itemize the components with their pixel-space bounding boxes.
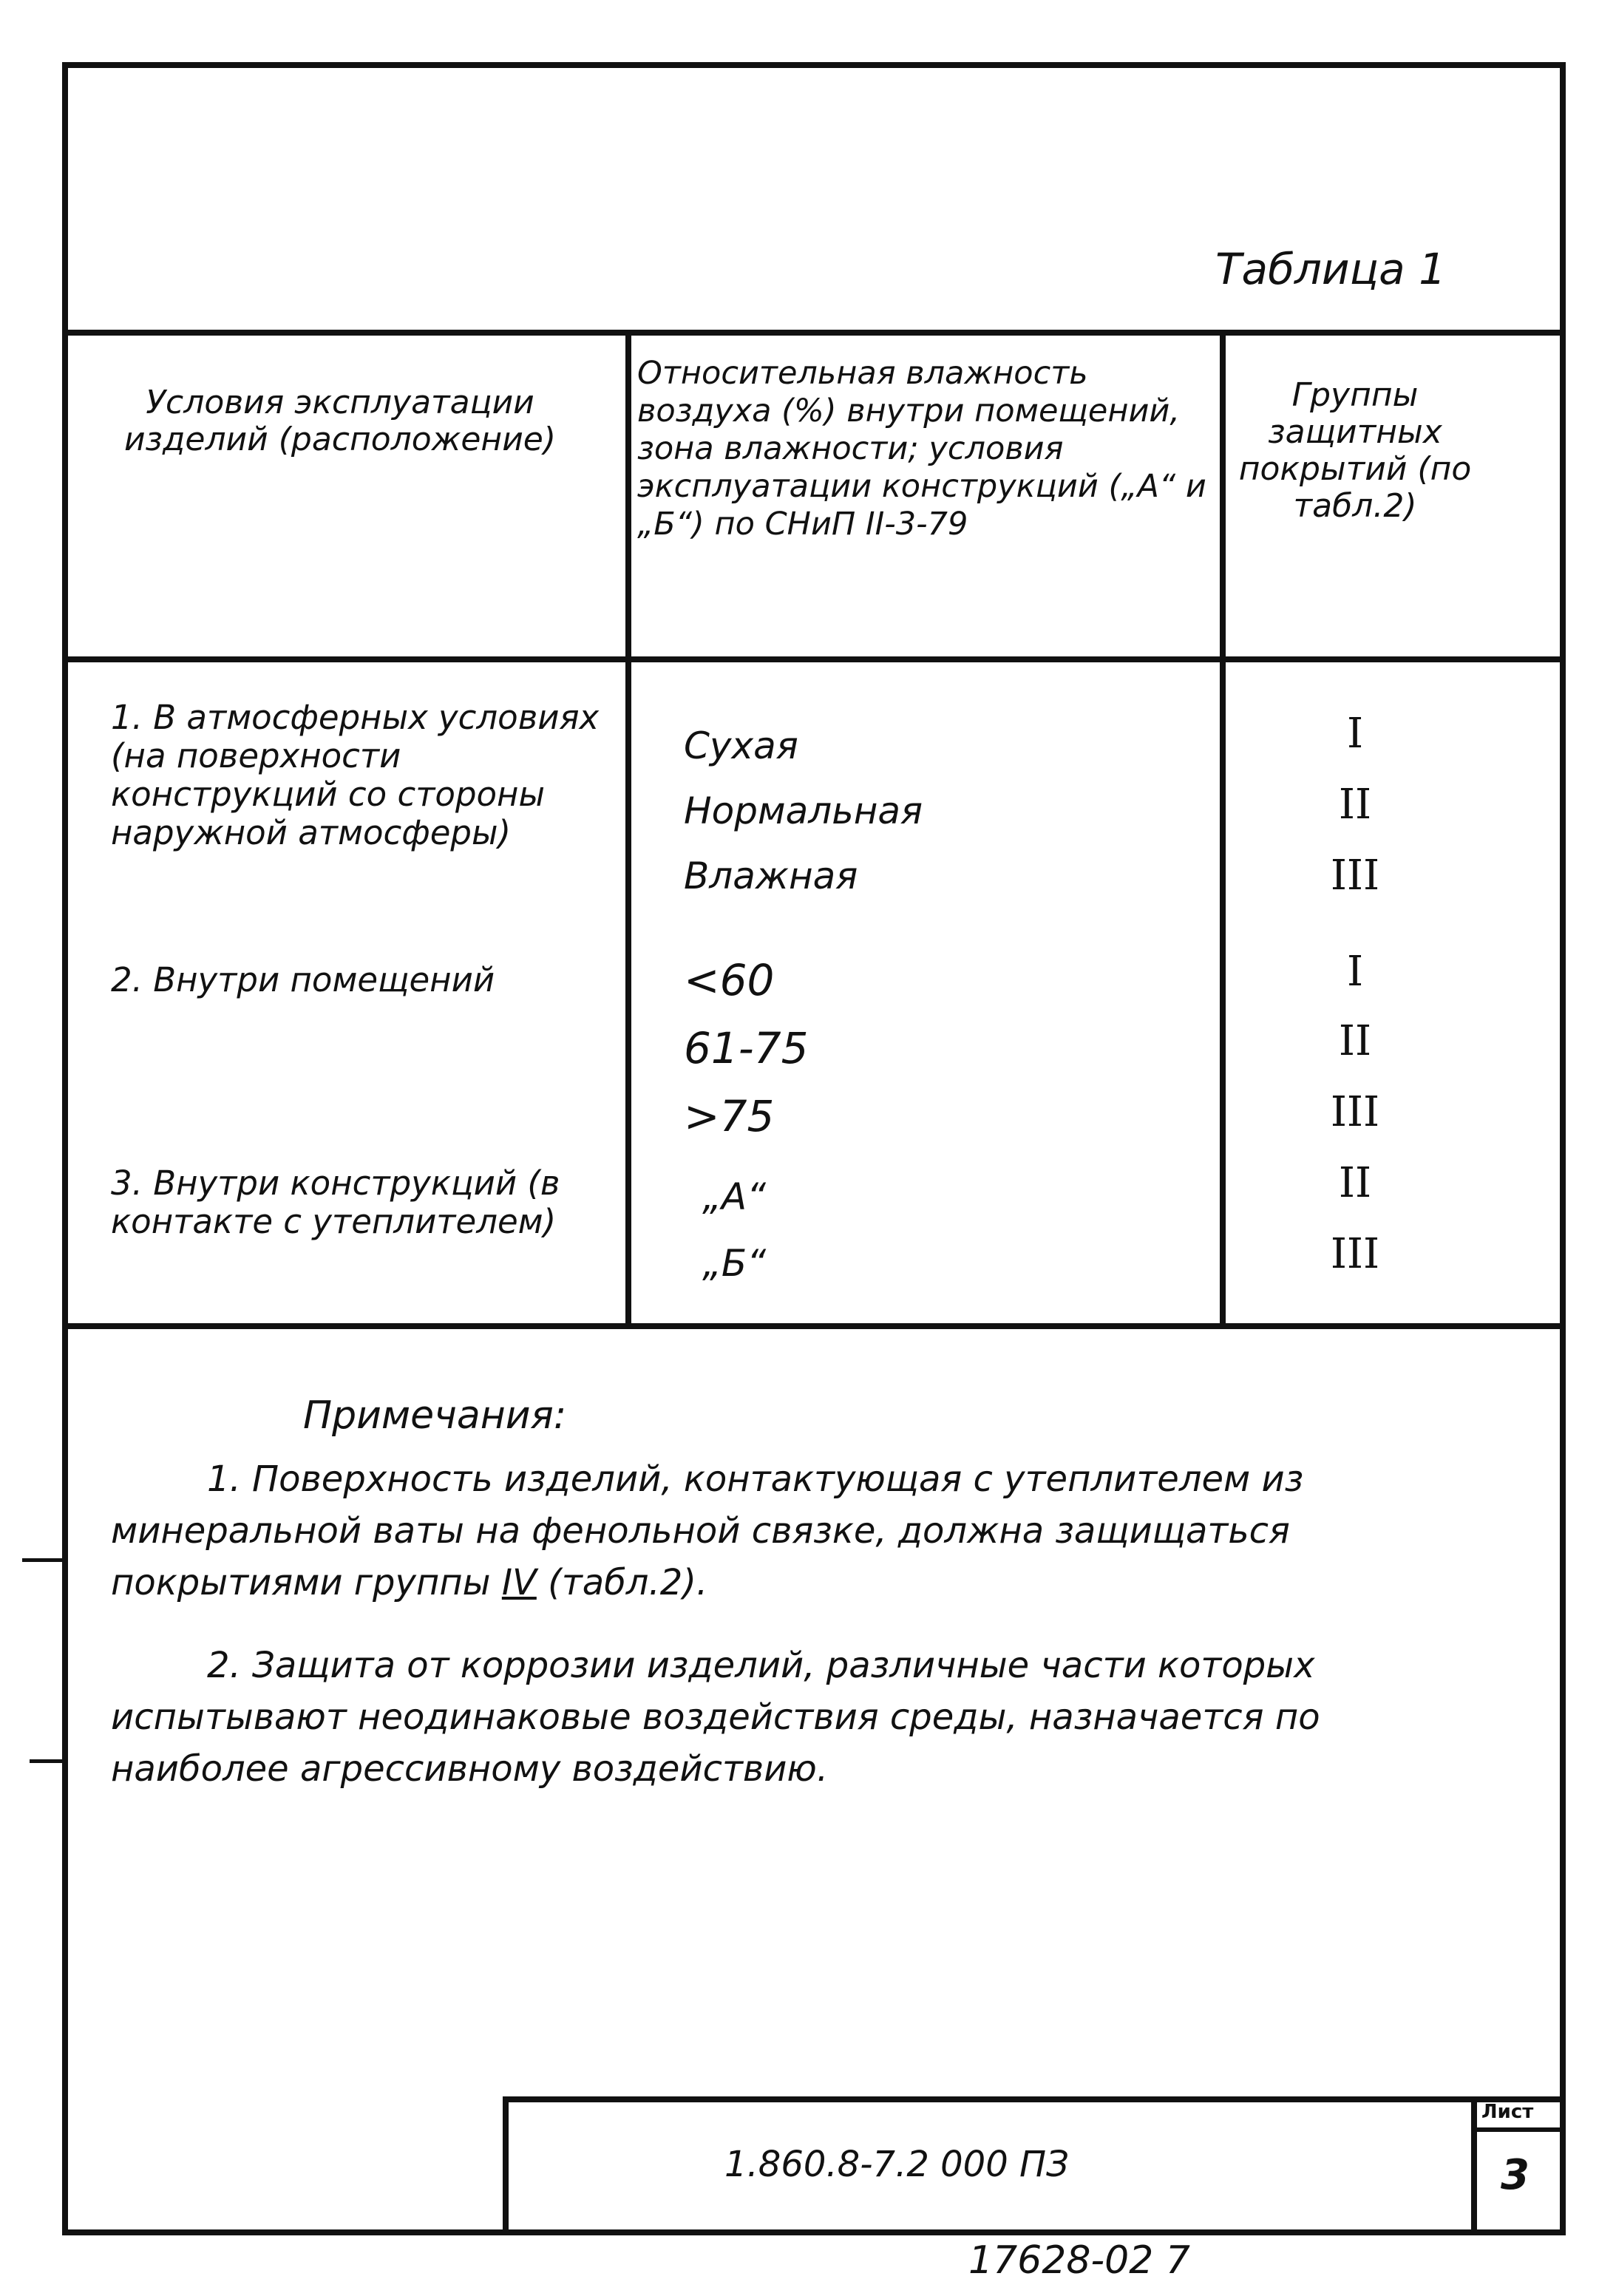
row-3-value-1: „А“ — [702, 1175, 767, 1218]
document-code: 1.860.8-7.2 000 ПЗ — [724, 2144, 1069, 2185]
table-bottom-border — [62, 1323, 1566, 1329]
margin-tick — [30, 1759, 62, 1763]
note-1-group: IV — [501, 1562, 537, 1603]
header-conditions: Условия эксплуатации изделий (расположение) — [123, 384, 557, 458]
row-1-value-1: Сухая — [684, 724, 798, 767]
sheet-label: Лист — [1481, 2101, 1534, 2123]
row-3-condition: 3. Внутри конструкций (в контакте с утеплителем) — [111, 1164, 560, 1241]
row-2-group-3: III — [1330, 1088, 1380, 1136]
row-2-condition: 2. Внутри помещений — [111, 960, 495, 999]
header-humidity: Относительная влажность воздуха (%) внутри помещений, зона влажности; условия эксплуатации конструкций („А“ и „Б“) по СНиП II-3-79 — [637, 355, 1206, 543]
row-3-value-2: „Б“ — [702, 1242, 767, 1285]
note-1 — [111, 1453, 1501, 1609]
row-1-group-2: II — [1338, 781, 1372, 829]
row-1-value-2: Нормальная — [684, 789, 923, 832]
row-2-value-3: >75 — [684, 1091, 775, 1141]
row-1-condition: 1. В атмосферных условиях (на поверхности конструкций со стороны наружной атмосферы) — [111, 698, 600, 852]
row-2-value-1: <60 — [684, 955, 775, 1005]
notes-title: Примечания: — [303, 1393, 567, 1438]
row-3-group-2: III — [1330, 1230, 1380, 1278]
header-groups: Группы защитных покрытий (по табл.2) — [1238, 376, 1472, 525]
row-1-group-3: III — [1330, 852, 1380, 900]
note-1-suffix: (табл.2). — [536, 1562, 708, 1603]
table-top-border — [62, 330, 1566, 336]
row-2-value-2: 61-75 — [684, 1023, 809, 1073]
row-2-group-1: I — [1346, 948, 1364, 996]
table-header-border — [62, 656, 1566, 662]
margin-tick — [22, 1558, 62, 1562]
note-1-text: 1. Поверхность изделий, контактующая с утеплителем из минеральной ваты на фенольной связке, должна защищаться покрытиями группы — [111, 1458, 1304, 1603]
row-1-value-3: Влажная — [684, 855, 858, 897]
table-title: Таблица 1 — [1215, 244, 1446, 294]
sheet-divider — [1471, 2127, 1566, 2132]
row-2-group-2: II — [1338, 1017, 1372, 1065]
archive-number: 17628-02 7 — [968, 2238, 1190, 2283]
sheet-number: 3 — [1501, 2151, 1530, 2199]
row-3-group-1: II — [1338, 1159, 1372, 1207]
note-2: 2. Защита от коррозии изделий, различные части которых испытывают неодинаковые воздействия среды, назначается по наиболее агрессивному воздействию. — [111, 1645, 1320, 1790]
row-1-group-1: I — [1346, 710, 1364, 758]
